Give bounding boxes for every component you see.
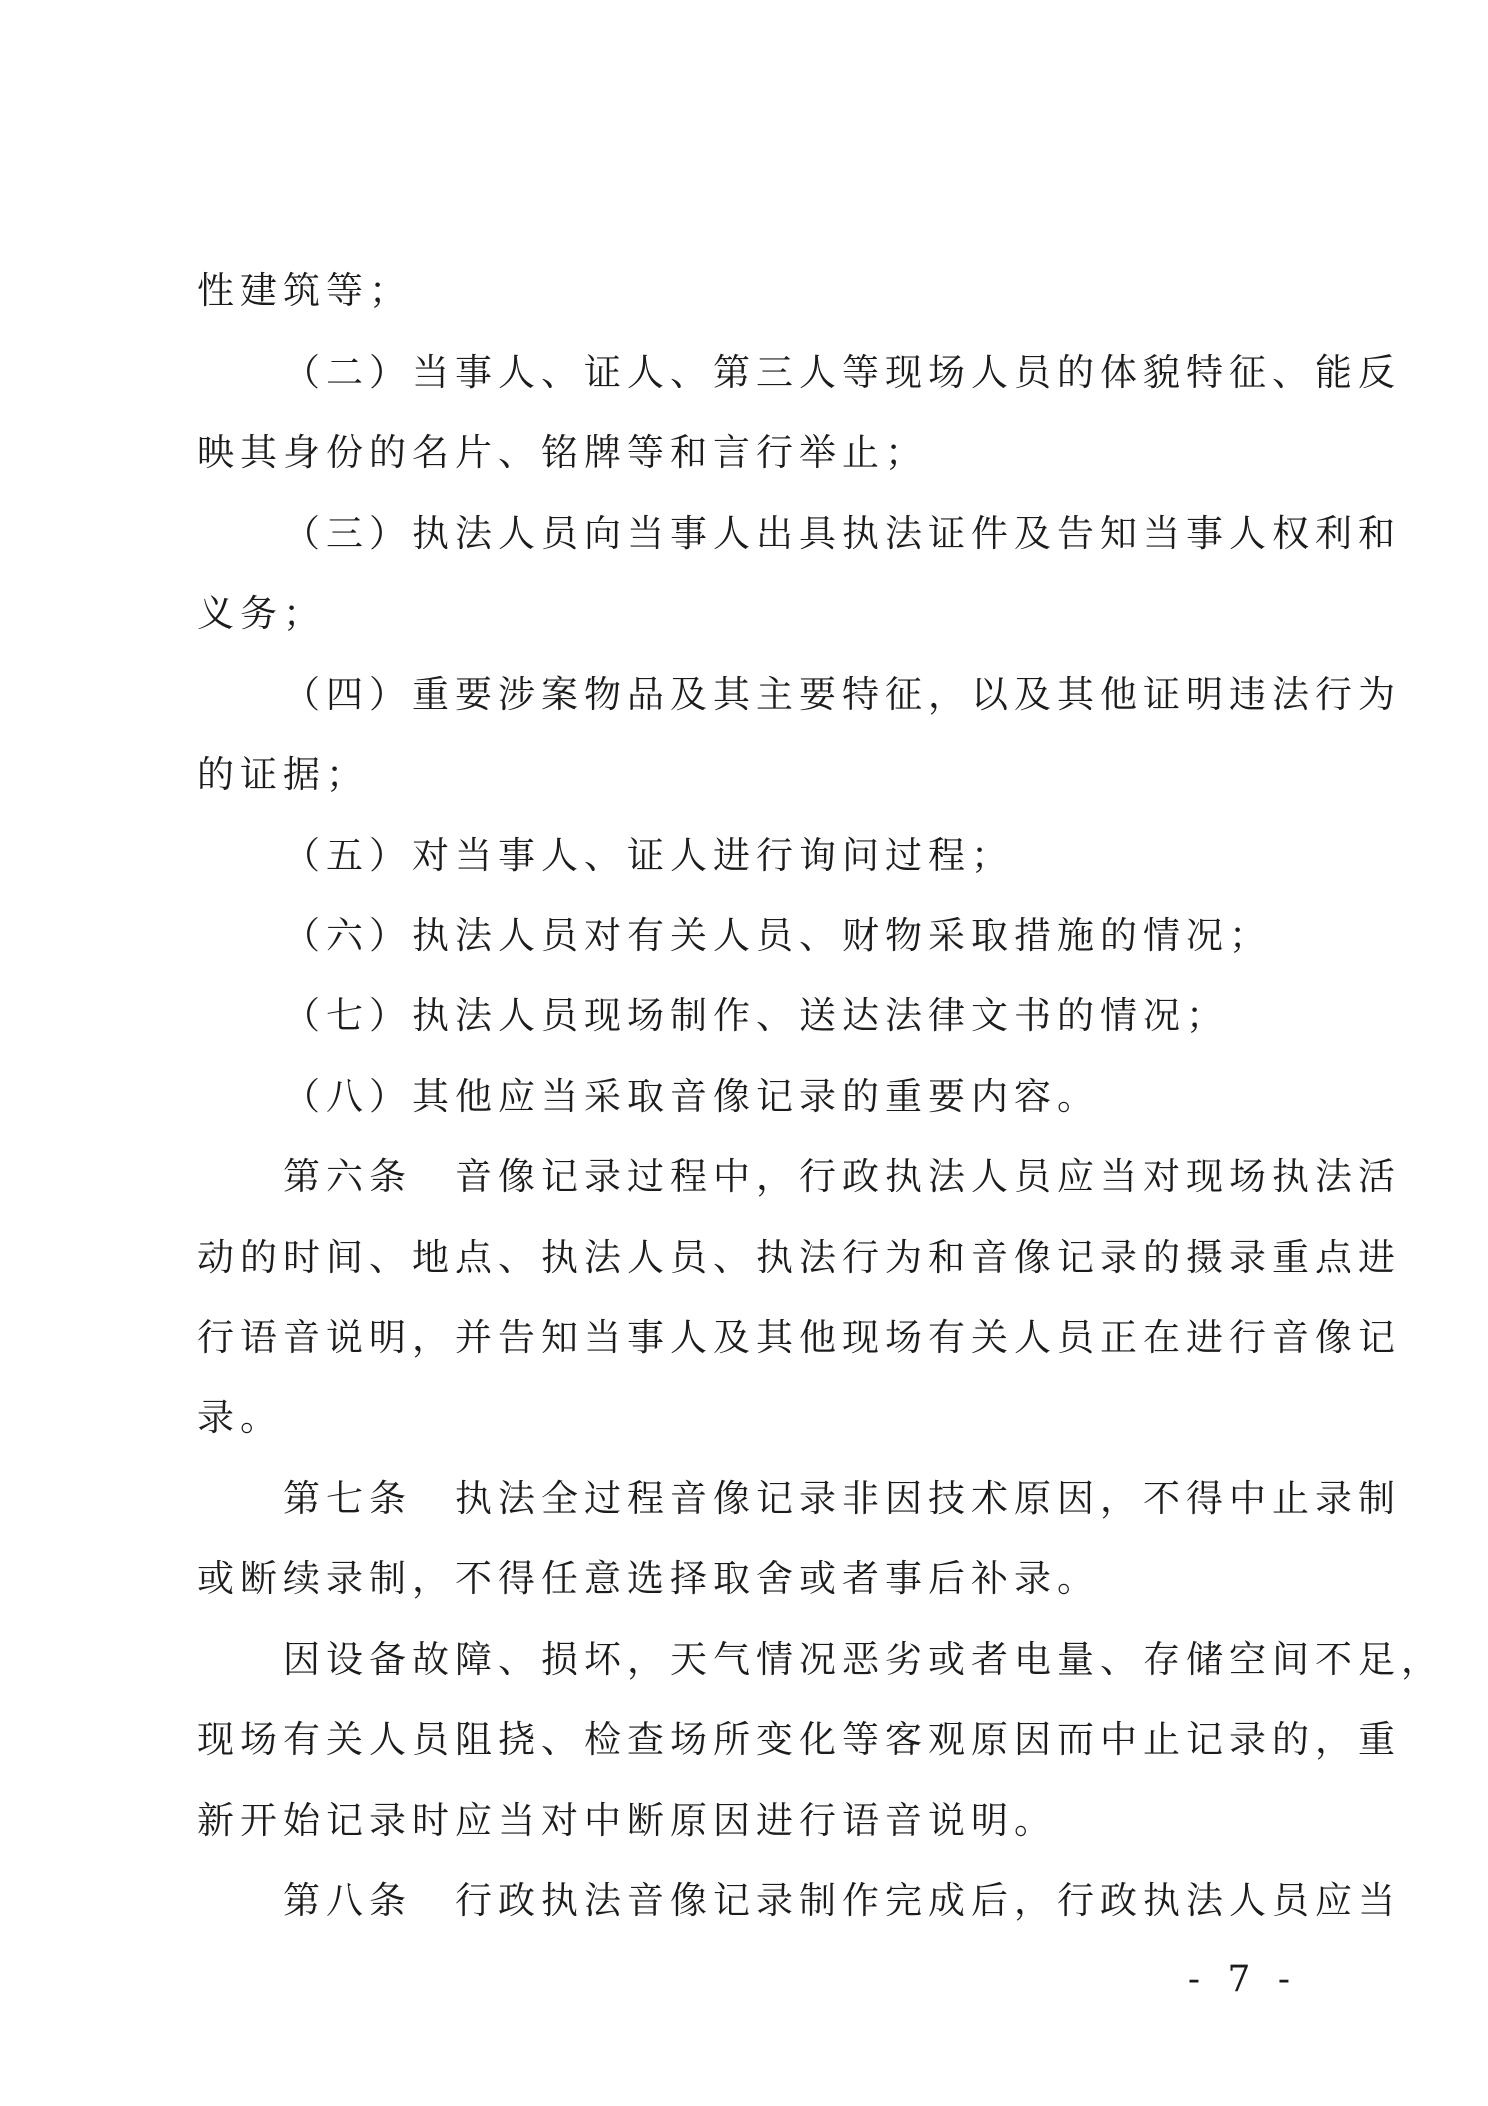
text-line: 录。 bbox=[197, 1396, 283, 1439]
text-line: （八）其他应当采取音像记录的重要内容。 bbox=[283, 1075, 1100, 1118]
text-line: （四）重要涉案物品及其主要特征，以及其他证明违法行为 bbox=[283, 673, 1401, 716]
text-line: 行语音说明，并告知当事人及其他现场有关人员正在进行音像记 bbox=[197, 1316, 1401, 1359]
text-line: 第八条 行政执法音像记录制作完成后，行政执法人员应当 bbox=[283, 1879, 1401, 1922]
text-line: 或断续录制，不得任意选择取舍或者事后补录。 bbox=[197, 1557, 1100, 1600]
text-line: 性建筑等； bbox=[197, 269, 412, 312]
page-number: - 7 - bbox=[1187, 1959, 1298, 2000]
text-line: 动的时间、地点、执法人员、执法行为和音像记录的摄录重点进 bbox=[197, 1236, 1401, 1279]
text-line: （五）对当事人、证人进行询问过程； bbox=[283, 834, 1014, 877]
text-line: 映其身份的名片、铭牌等和言行举止； bbox=[197, 431, 928, 474]
text-line: 第六条 音像记录过程中，行政执法人员应当对现场执法活 bbox=[283, 1155, 1401, 1198]
text-line: （七）执法人员现场制作、送达法律文书的情况； bbox=[283, 994, 1229, 1037]
text-line: 因设备故障、损坏，天气情况恶劣或者电量、存储空间不足， bbox=[283, 1638, 1444, 1681]
text-line: （二）当事人、证人、第三人等现场人员的体貌特征、能反 bbox=[283, 351, 1401, 394]
text-line: （六）执法人员对有关人员、财物采取措施的情况； bbox=[283, 914, 1272, 957]
text-line: 新开始记录时应当对中断原因进行语音说明。 bbox=[197, 1799, 1057, 1842]
text-line: 的证据； bbox=[197, 753, 369, 796]
text-line: 第七条 执法全过程音像记录非因技术原因，不得中止录制 bbox=[283, 1477, 1401, 1520]
text-line: 义务； bbox=[197, 592, 326, 635]
text-line: 现场有关人员阻挠、检查场所变化等客观原因而中止记录的，重 bbox=[197, 1718, 1401, 1761]
text-line: （三）执法人员向当事人出具执法证件及告知当事人权利和 bbox=[283, 512, 1401, 555]
